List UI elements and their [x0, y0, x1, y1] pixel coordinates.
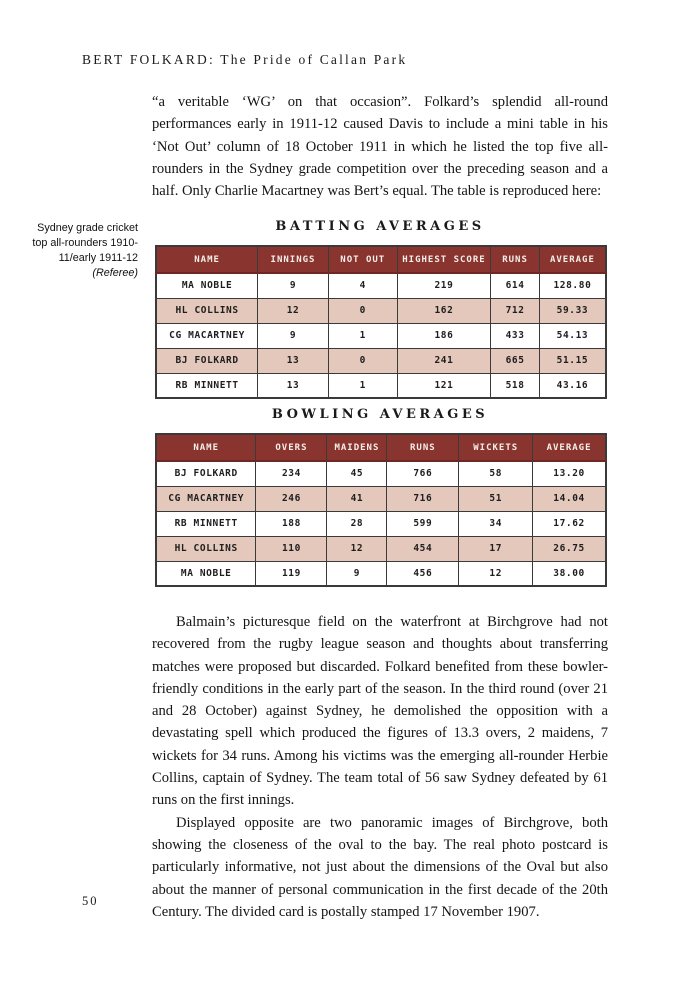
stat-cell: 12: [258, 298, 329, 323]
side-caption-source: (Referee): [92, 267, 138, 279]
stat-cell: 9: [327, 561, 387, 586]
table-row: [156, 486, 606, 511]
table-header-row: [156, 246, 606, 273]
stat-cell: 665: [491, 348, 540, 373]
side-caption-line: top all-rounders 1910-: [32, 237, 138, 249]
column-header: NAME: [156, 434, 256, 461]
stat-cell: 433: [491, 323, 540, 348]
batting-table-title: BATTING AVERAGES: [275, 219, 485, 234]
player-name-cell: MA NOBLE: [156, 561, 256, 586]
column-header: NAME: [156, 246, 258, 273]
stat-cell: 41: [327, 486, 387, 511]
column-header: AVERAGE: [533, 434, 606, 461]
stat-cell: 234: [256, 461, 327, 486]
stat-cell: 219: [397, 273, 491, 298]
stat-cell: 186: [397, 323, 491, 348]
stat-cell: 188: [256, 511, 327, 536]
player-name-cell: HL COLLINS: [156, 298, 258, 323]
stat-cell: 54.13: [539, 323, 606, 348]
table-row: [156, 461, 606, 486]
stat-cell: 14.04: [533, 486, 606, 511]
column-header: MAIDENS: [327, 434, 387, 461]
stat-cell: 128.80: [539, 273, 606, 298]
stat-cell: 454: [387, 536, 459, 561]
column-header: RUNS: [387, 434, 459, 461]
stat-cell: 43.16: [539, 373, 606, 398]
player-name-cell: RB MINNETT: [156, 511, 256, 536]
stat-cell: 13: [258, 373, 329, 398]
stat-cell: 9: [258, 273, 329, 298]
table-row: [156, 511, 606, 536]
column-header: NOT OUT: [328, 246, 397, 273]
bowling-averages-table: [155, 433, 607, 587]
stat-cell: 712: [491, 298, 540, 323]
column-header: WICKETS: [459, 434, 533, 461]
player-name-cell: MA NOBLE: [156, 273, 258, 298]
stat-cell: 121: [397, 373, 491, 398]
side-caption-line: Sydney grade cricket: [37, 222, 138, 234]
running-header: BERT FOLKARD: The Pride of Callan Park: [82, 52, 408, 67]
intro-paragraph: “a veritable ‘WG’ on that occasion”. Folkard’s splendid all-round performances early in 1911-12 caused Davis to include a mini table in his ‘Not Out’ column of 18 October 1911 in which he listed the top five all-rounders in the Sydney grade competition over the preceding season and a half. Only Charlie Macartney was Bert’s equal. The table is reproduced here:: [152, 94, 608, 200]
table-row: [156, 348, 606, 373]
stat-cell: 51.15: [539, 348, 606, 373]
column-header: INNINGS: [258, 246, 329, 273]
table-row: [156, 273, 606, 298]
stat-cell: 9: [258, 323, 329, 348]
stat-cell: 13.20: [533, 461, 606, 486]
table-header-row: [156, 434, 606, 461]
balmain-paragraph: Balmain’s picturesque field on the waterfront at Birchgrove had not recovered from the rugby league season and thoughts about transferring matches were proposed but discarded. Folkard benefited from these bowler-friendly conditions in the early part of the season. In the third round (over 21 and 28 October) against Sydney, he demolished the opposition with a devastating spell which produced the figures of 13.3 overs, 2 maidens, 7 wickets for 34 runs. Among his victims was the emerging all-rounder Herbie Collins, captain of Sydney. The team total of 56 saw Sydney defeated by 61 runs on the first innings.: [152, 614, 608, 809]
stat-cell: 599: [387, 511, 459, 536]
stat-cell: 4: [328, 273, 397, 298]
player-name-cell: RB MINNETT: [156, 373, 258, 398]
column-header: OVERS: [256, 434, 327, 461]
player-name-cell: HL COLLINS: [156, 536, 256, 561]
stat-cell: 17: [459, 536, 533, 561]
stat-cell: 162: [397, 298, 491, 323]
stat-cell: 12: [459, 561, 533, 586]
stat-cell: 766: [387, 461, 459, 486]
table-row: [156, 536, 606, 561]
column-header: AVERAGE: [539, 246, 606, 273]
table-row: [156, 373, 606, 398]
stat-cell: 110: [256, 536, 327, 561]
stat-cell: 1: [328, 373, 397, 398]
side-caption-line: 11/early 1911-12: [58, 252, 138, 264]
column-header: HIGHEST SCORE: [397, 246, 491, 273]
player-name-cell: BJ FOLKARD: [156, 461, 256, 486]
stat-cell: 58: [459, 461, 533, 486]
stat-cell: 59.33: [539, 298, 606, 323]
stat-cell: 246: [256, 486, 327, 511]
column-header: RUNS: [491, 246, 540, 273]
stat-cell: 28: [327, 511, 387, 536]
stat-cell: 13: [258, 348, 329, 373]
stat-cell: 518: [491, 373, 540, 398]
player-name-cell: CG MACARTNEY: [156, 323, 258, 348]
player-name-cell: CG MACARTNEY: [156, 486, 256, 511]
table-row: [156, 561, 606, 586]
stat-cell: 17.62: [533, 511, 606, 536]
stat-cell: 26.75: [533, 536, 606, 561]
stat-cell: 119: [256, 561, 327, 586]
stat-cell: 614: [491, 273, 540, 298]
stat-cell: 45: [327, 461, 387, 486]
bowling-table-title: BOWLING AVERAGES: [271, 407, 489, 422]
table-row: [156, 298, 606, 323]
stat-cell: 12: [327, 536, 387, 561]
displayed-opposite-paragraph: Displayed opposite are two panoramic images of Birchgrove, both showing the closeness of the oval to the bay. The real photo postcard is particularly informative, not just about the dimensions of the Oval but also about the manner of personal communication in the first decade of the 20th Century. The divided card is postally stamped 17 November 1907.: [152, 814, 608, 920]
stat-cell: 34: [459, 511, 533, 536]
table-row: [156, 323, 606, 348]
stat-cell: 716: [387, 486, 459, 511]
page-number: 50: [82, 894, 99, 908]
side-caption: [24, 221, 138, 281]
stat-cell: 241: [397, 348, 491, 373]
player-name-cell: BJ FOLKARD: [156, 348, 258, 373]
stat-cell: 51: [459, 486, 533, 511]
batting-averages-table: [155, 245, 607, 399]
stat-cell: 38.00: [533, 561, 606, 586]
stat-cell: 0: [328, 348, 397, 373]
stat-cell: 456: [387, 561, 459, 586]
stat-cell: 1: [328, 323, 397, 348]
stat-cell: 0: [328, 298, 397, 323]
